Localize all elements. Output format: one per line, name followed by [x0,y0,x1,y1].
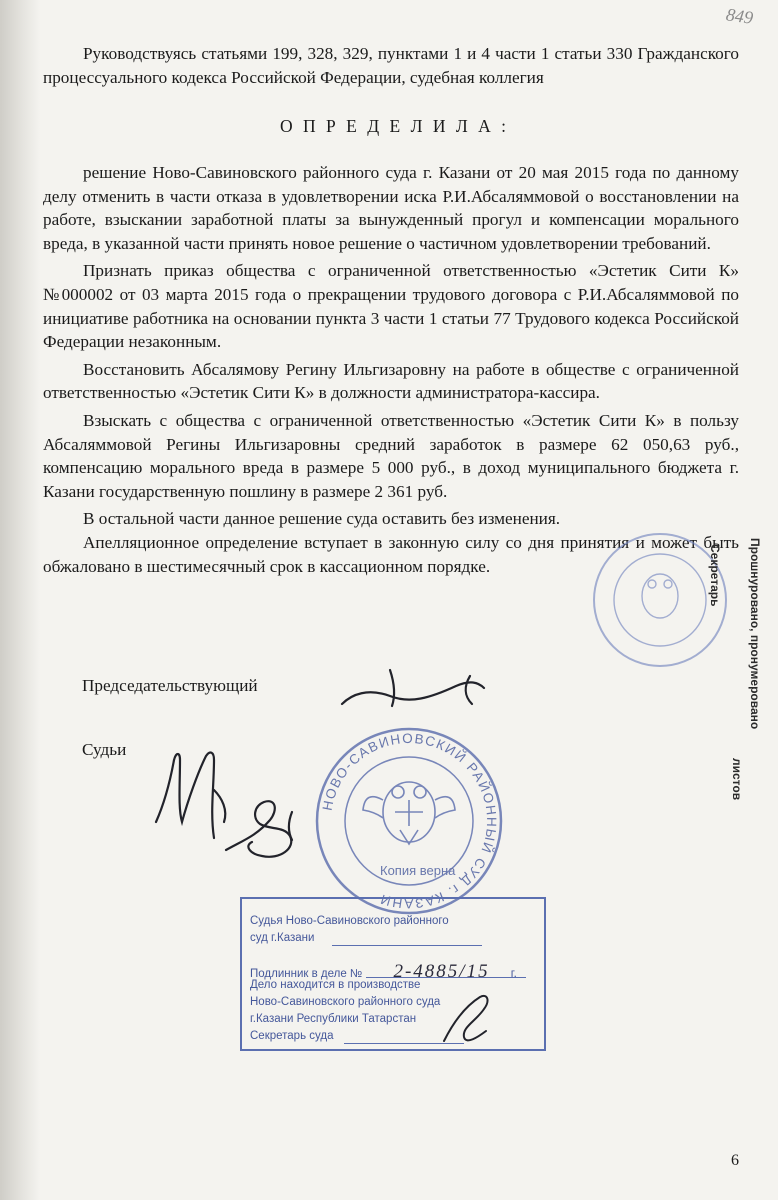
stamp-line-city: г.Казани Республики Татарстан [250,1013,417,1025]
stamp-year-suffix: г. [510,968,517,980]
chairman-label: Председательствующий [82,676,258,695]
round-seal [317,729,501,913]
binding-stamp-line3: Секретарь [708,544,722,607]
ruling-paragraph-1: решение Ново-Савиновского районного суда г. Казани от 20 мая 2015 года по данному делу отменить в части отказа в удовлетворении иска Р.И.Абсаляммовой о восстановлении на работе, взыскании заработной платы за вынужденный прогул и компенсации морального вреда, в указанной части принять новое решение о частичном удовлетворении требований. [43,163,739,253]
side-seal-emblem-icon [642,574,678,618]
intro-text: Руководствуясь статьями 199, 328, 329, пунктами 1 и 4 части 1 статьи 330 Гражданского процессуального кодекса Российской Федерации, судебная коллегия [43,44,739,87]
stamp-line-case-in: Дело находится в производстве [250,979,421,991]
judges-label: Судьи [82,740,127,759]
corner-page-note: 849 [724,4,755,28]
stamp-line-court-name: Ново-Савиновского районного суда [250,996,441,1008]
coat-of-arms-icon [363,782,455,844]
stamp-case-number: 2-4885/15 [393,961,490,982]
secretary-signature [242,899,544,1049]
ruling-paragraph-2: Признать приказ общества с ограниченной ответственностью «Эстетик Сити К» №000002 от 03 марта 2015 года о прекращении трудового договора с Р.И.Абсаляммовой по инициативе работника на основании пункта 3 части 1 статьи 77 Трудового кодекса Российской Федерации незаконным. [43,261,739,352]
ruling-paragraph-5: В остальной части данное решение суда оставить без изменения. [83,509,561,529]
binding-stamp-line1: Прошнуровано, пронумеровано [748,538,762,730]
seal-center-text: Копия верна [380,863,456,878]
ruling-heading: О П Р Е Д Е Л И Л А : [280,116,509,136]
stamp-line-secretary: Секретарь суда [250,1030,334,1042]
stamp-original-label: Подлинник в деле № [250,968,363,980]
page-number: 6 [731,1152,739,1169]
seal-ring-text: НОВО-САВИНОВСКИЙ РАЙОННЫЙ СУД г. КАЗАНИ [319,730,500,912]
certification-stamp [240,897,546,1051]
binding-stamp [704,538,766,808]
ruling-paragraph-3: Восстановить Абсалямову Регину Ильгизаровну на работе в обществе с ограниченной ответственностью «Эстетик Сити К» в должности администратора-кассира. [43,359,739,403]
binding-stamp-line2: листов [730,758,744,801]
ruling-paragraph-4: Взыскать с общества с ограниченной ответственностью «Эстетик Сити К» в пользу Абсаляммовой Регины Ильгизаровны средний заработок в размере 62 050,63 руб., компенсацию морального вреда в размере 5 000 руб., в доход муниципального бюджета г. Казани государственную пошлину в размере 2 361 руб. [43,410,739,501]
stamp-line-court: суд г.Казани [250,932,315,944]
judge-signature-2 [226,801,292,857]
ruling-paragraph-6: Апелляционное определение вступает в законную силу со дня принятия и может быть обжаловано в шестимесячный срок в кассационном порядке. [43,532,739,576]
judge-signature-1 [156,753,225,838]
chairman-signature [342,670,484,706]
stamp-line-judge: Судья Ново-Савиновского районного [250,915,449,927]
